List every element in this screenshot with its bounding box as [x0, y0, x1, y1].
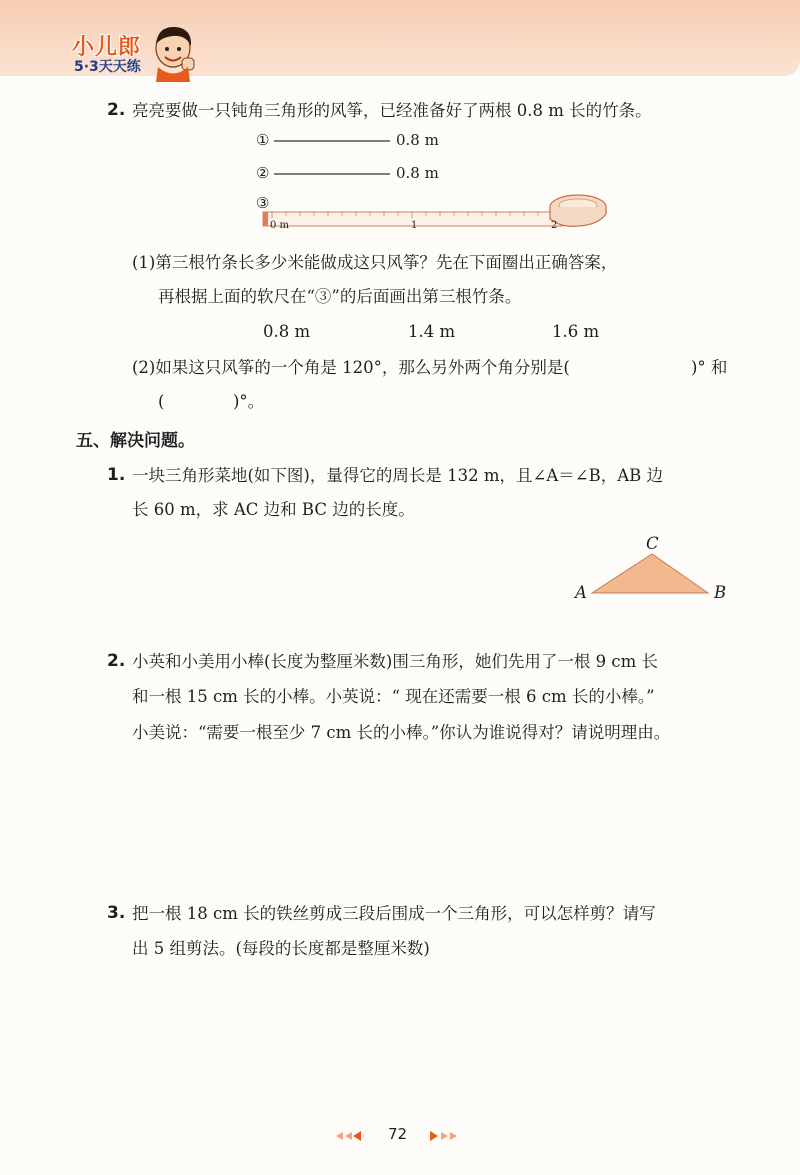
- question-number: 2.: [107, 651, 126, 671]
- question-text: 小美说：“需要一根至少 7 cm 长的小棒。”你认为谁说得对？请说明理由。: [132, 723, 671, 742]
- question-text: 小英和小美用小棒(长度为整厘米数)围三角形，她们先用了一根 9 cm 长: [132, 652, 658, 671]
- answer-option[interactable]: 1.4 m: [408, 322, 456, 341]
- bamboo-strip-2: [274, 166, 394, 182]
- ruler-tick-label: 0 m: [270, 220, 290, 231]
- vertex-label-c: C: [646, 534, 659, 553]
- brand-logo-title: 小儿郎: [72, 35, 142, 60]
- answer-option[interactable]: 1.6 m: [552, 322, 600, 341]
- section-heading: 五、解决问题。: [76, 431, 195, 451]
- question-text: 和一根 15 cm 长的小棒。小英说：“ 现在还需要一根 6 cm 长的小棒。”: [132, 687, 655, 706]
- strip-length-label: 0.8 m: [396, 131, 439, 149]
- bamboo-strip-1: [274, 133, 394, 149]
- question-number: 3.: [107, 903, 126, 923]
- sub-question-2-line-1: (2)如果这只风筝的一个角是 120°，那么另外两个角分别是(: [132, 358, 570, 377]
- question-text: 长 60 m，求 AC 边和 BC 边的长度。: [132, 500, 415, 519]
- question-text: 把一根 18 cm 长的铁丝剪成三段后围成一个三角形，可以怎样剪？请写: [132, 904, 656, 923]
- answer-option[interactable]: 0.8 m: [263, 322, 311, 341]
- strip-marker: ①: [256, 131, 270, 149]
- sub-question-2-line-1-end: )° 和: [691, 358, 728, 377]
- sub-question-1-line-2: 再根据上面的软尺在“③”的后面画出第三根竹条。: [158, 287, 522, 306]
- sub-question-1-line-1: (1)第三根竹条长多少米能做成这只风筝？先在下面圈出正确答案，: [132, 253, 618, 272]
- question-text: 出 5 组剪法。(每段的长度都是整厘米数): [132, 939, 430, 958]
- triangle-diagram: [588, 548, 712, 596]
- ruler-tick-label: 2: [551, 220, 558, 231]
- mascot-icon: [148, 22, 198, 82]
- question-text: 亮亮要做一只钝角三角形的风筝，已经准备好了两根 0.8 m 长的竹条。: [132, 101, 652, 120]
- page-number: 72: [388, 1125, 408, 1143]
- question-number: 2.: [107, 100, 126, 120]
- sub-question-2-line-2-end: )°。: [233, 392, 265, 411]
- brand-logo-subtitle: 5·3天天练: [74, 59, 141, 75]
- strip-marker: ③: [256, 194, 270, 212]
- vertex-label-a: A: [575, 583, 587, 602]
- question-number: 1.: [107, 465, 126, 485]
- tape-measure-icon: [262, 192, 612, 236]
- strip-length-label: 0.8 m: [396, 164, 439, 182]
- ruler-tick-label: 1: [411, 220, 418, 231]
- strip-marker: ②: [256, 164, 270, 182]
- question-text: 一块三角形菜地(如下图)，量得它的周长是 132 m，且∠A＝∠B，AB 边: [132, 466, 663, 485]
- sub-question-2-line-2: (: [158, 392, 165, 411]
- vertex-label-b: B: [714, 583, 727, 602]
